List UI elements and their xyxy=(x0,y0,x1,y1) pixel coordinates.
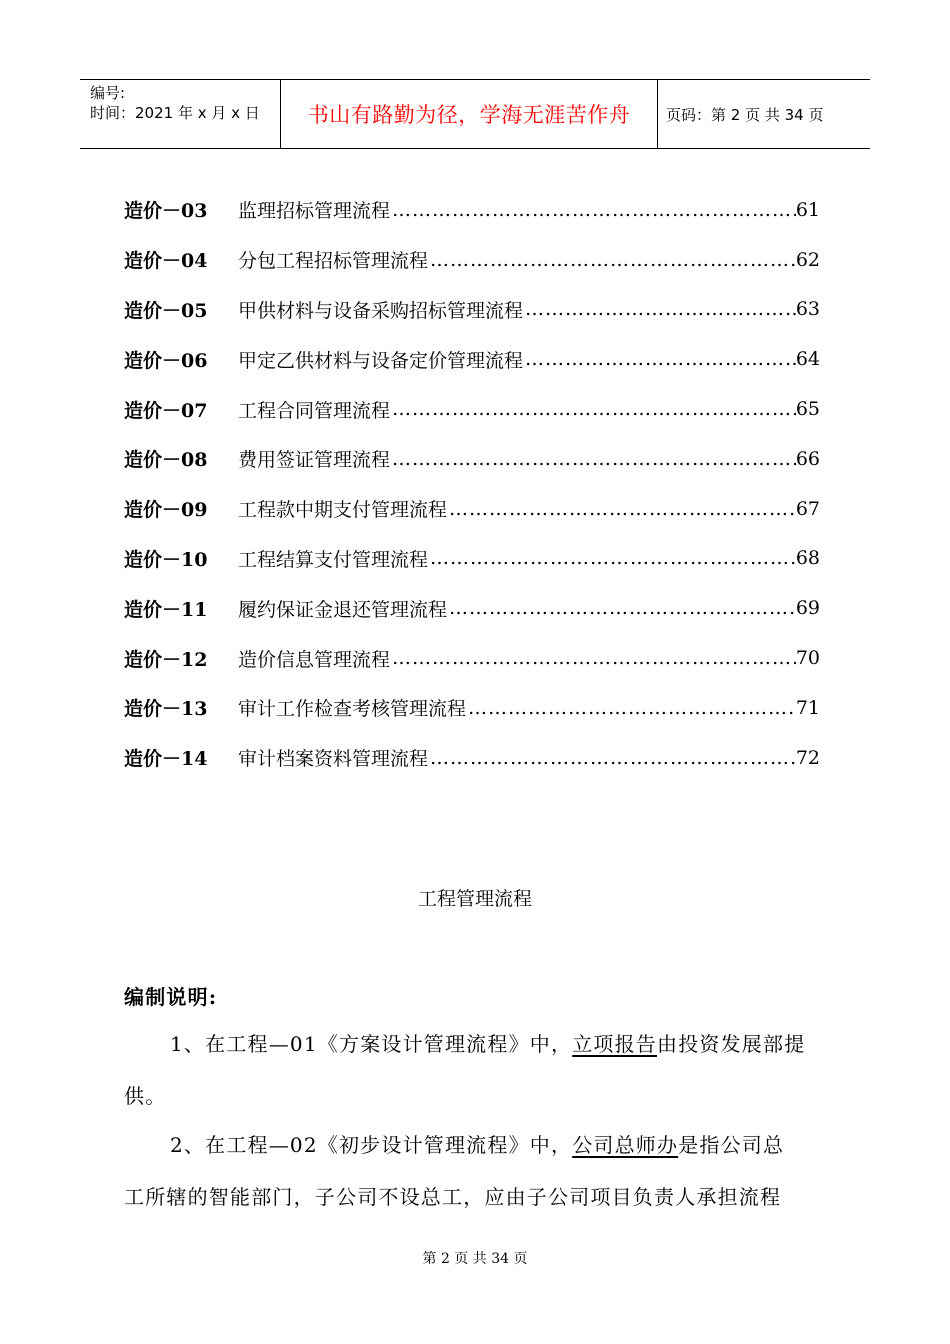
toc-entry-leader xyxy=(390,398,796,420)
toc-entry-page: 65 xyxy=(795,398,820,421)
paragraph-1-line-1 xyxy=(170,1032,805,1056)
paragraph-2-line-2: 工所辖的智能部门，子公司不设总工，应由子公司项目负责人承担流程 xyxy=(124,1185,782,1209)
toc-entry[interactable] xyxy=(124,683,820,733)
toc-entry-title: 费用签证管理流程 xyxy=(238,449,391,472)
toc-entry-code: 造价－11 xyxy=(124,598,208,621)
toc-entry-code: 造价－12 xyxy=(124,648,208,671)
toc-entry-leader xyxy=(390,448,796,470)
toc-entry[interactable] xyxy=(124,434,820,484)
toc-entry-code: 造价－03 xyxy=(124,200,208,223)
table-of-contents xyxy=(124,185,820,783)
toc-entry-title: 工程结算支付管理流程 xyxy=(238,548,429,571)
toc-entry[interactable] xyxy=(124,484,820,534)
toc-entry[interactable] xyxy=(124,235,820,285)
toc-entry-title: 甲供材料与设备采购招标管理流程 xyxy=(238,299,524,322)
toc-entry-title: 履约保证金退还管理流程 xyxy=(238,598,448,621)
toc-entry[interactable] xyxy=(124,583,820,633)
toc-entry-page: 71 xyxy=(795,696,820,719)
toc-entry-title: 甲定乙供材料与设备定价管理流程 xyxy=(238,349,524,372)
header-code-label: 编号: xyxy=(90,84,126,102)
toc-entry[interactable] xyxy=(124,334,820,384)
paragraph-1-underlined: 立项报告 xyxy=(572,1032,657,1056)
section-title: 工程管理流程 xyxy=(417,888,532,910)
toc-entry-page: 64 xyxy=(795,348,820,371)
toc-entry-leader xyxy=(523,298,796,320)
body-label: 编制说明: xyxy=(124,985,218,1009)
toc-entry-leader xyxy=(466,697,796,719)
toc-entry-code: 造价－07 xyxy=(124,399,208,422)
toc-entry[interactable] xyxy=(124,185,820,235)
toc-entry[interactable] xyxy=(124,534,820,584)
toc-entry-code: 造价－13 xyxy=(124,698,208,721)
toc-entry-page: 66 xyxy=(795,447,820,470)
toc-entry-page: 67 xyxy=(795,497,820,520)
toc-entry-page: 63 xyxy=(795,298,820,321)
toc-entry-page: 68 xyxy=(795,547,820,570)
toc-entry-page: 69 xyxy=(795,597,820,620)
toc-entry-leader xyxy=(428,547,796,569)
header-motto-cell xyxy=(281,80,658,148)
toc-entry-leader xyxy=(447,597,796,619)
toc-entry-code: 造价－14 xyxy=(124,748,208,771)
toc-entry-leader xyxy=(447,498,796,520)
page-footer: 第 2 页 共 34 页 xyxy=(422,1251,528,1267)
toc-entry-leader xyxy=(523,348,796,370)
toc-entry-title: 监理招标管理流程 xyxy=(238,200,391,223)
toc-entry-code: 造价－08 xyxy=(124,449,208,472)
paragraph-2-pre: 2、在工程—02《初步设计管理流程》中， xyxy=(170,1133,573,1157)
paragraph-1-line-2: 供。 xyxy=(124,1084,167,1108)
toc-entry-page: 72 xyxy=(795,746,820,769)
toc-entry-code: 造价－06 xyxy=(124,349,208,372)
paragraph-1-post: 由投资发展部提 xyxy=(657,1032,806,1056)
toc-entry-code: 造价－09 xyxy=(124,499,208,522)
toc-entry[interactable] xyxy=(124,633,820,683)
header-time-label: 时间：2021 年 x 月 x 日 xyxy=(90,104,260,122)
toc-entry-title: 造价信息管理流程 xyxy=(238,648,391,671)
toc-entry-leader xyxy=(390,647,796,669)
page-header xyxy=(80,79,870,149)
toc-entry-code: 造价－04 xyxy=(124,250,208,273)
toc-entry-title: 审计档案资料管理流程 xyxy=(238,748,429,771)
header-page-code: 页码：第 2 页 共 34 页 xyxy=(666,105,824,124)
toc-entry-leader xyxy=(428,747,796,769)
toc-entry[interactable] xyxy=(124,384,820,434)
toc-entry-page: 70 xyxy=(795,647,820,670)
toc-entry-page: 61 xyxy=(795,198,820,221)
toc-entry-code: 造价－05 xyxy=(124,299,208,322)
toc-entry-title: 分包工程招标管理流程 xyxy=(238,250,429,273)
toc-entry-leader xyxy=(428,249,796,271)
toc-entry-leader xyxy=(390,199,796,221)
toc-entry-code: 造价－10 xyxy=(124,548,208,571)
header-meta-cell xyxy=(80,80,281,148)
paragraph-2-underlined: 公司总师办 xyxy=(572,1133,679,1157)
header-page-cell xyxy=(658,80,870,148)
paragraph-1-pre: 1、在工程—01《方案设计管理流程》中， xyxy=(170,1032,573,1056)
toc-entry-page: 62 xyxy=(795,248,820,271)
toc-entry-title: 工程款中期支付管理流程 xyxy=(238,499,448,522)
paragraph-2-line-1 xyxy=(170,1133,784,1157)
toc-entry-title: 审计工作检查考核管理流程 xyxy=(238,698,467,721)
toc-entry[interactable] xyxy=(124,733,820,783)
paragraph-2-post: 是指公司总 xyxy=(678,1133,785,1157)
toc-entry[interactable] xyxy=(124,285,820,335)
header-motto: 书山有路勤为径，学海无涯苦作舟 xyxy=(307,103,631,127)
toc-entry-title: 工程合同管理流程 xyxy=(238,399,391,422)
